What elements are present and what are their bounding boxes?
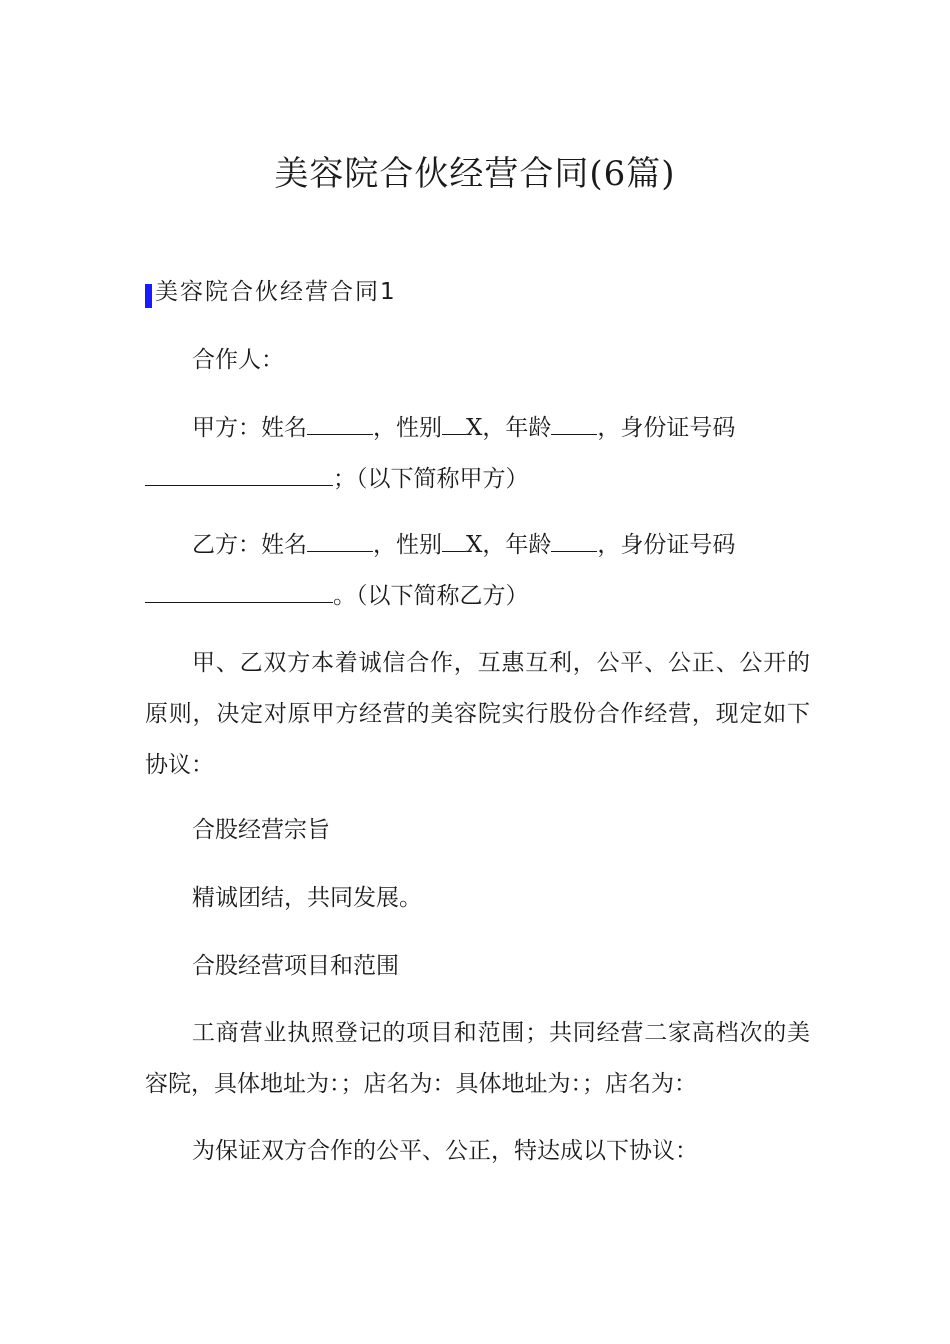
purpose-heading: 合股经营宗旨	[192, 817, 330, 843]
intro-paragraph: 甲、乙双方本着诚信合作，互惠互利，公平、公正、公开的原则，决定对原甲方经营的美容院实行股份合作经营，现定如下协议：	[145, 650, 810, 778]
party-b-age-blank	[551, 531, 597, 552]
party-a-paragraph	[145, 403, 810, 505]
party-a-age-label: ，年龄	[482, 415, 552, 441]
party-a-id-label: ，身份证号码	[597, 415, 736, 441]
party-a-gender-blank	[442, 414, 466, 435]
purpose-text: 精诚团结，共同发展。	[192, 885, 422, 911]
party-b-name-blank	[307, 531, 373, 552]
party-a-abbrev: ；（以下简称甲方）	[333, 466, 529, 492]
partner-label-text: 合作人：	[192, 347, 284, 373]
party-b-name-label: 乙方：姓名	[192, 532, 307, 558]
party-a-age-blank	[551, 414, 597, 435]
party-b-gender-blank	[442, 531, 466, 552]
section-heading-text: 美容院合伙经营合同1	[155, 279, 397, 305]
party-a-id-blank	[145, 465, 333, 486]
party-a-name-label: 甲方：姓名	[192, 415, 307, 441]
party-b-age-label: ，年龄	[482, 532, 552, 558]
party-b-id-label: ，身份证号码	[597, 532, 736, 558]
scope-text: 工商营业执照登记的项目和范围；共同经营二家高档次的美容院，具体地址为：；店名为：具体地址为：；店名为：	[145, 1020, 810, 1097]
party-a-name-blank	[307, 414, 373, 435]
party-b-abbrev: 。（以下简称乙方）	[333, 583, 529, 609]
document-title: 美容院合伙经营合同(6篇)	[274, 154, 676, 194]
party-a-gender-value: X	[466, 415, 483, 441]
heading-marker	[145, 284, 152, 308]
partner-label	[145, 335, 810, 386]
party-b-paragraph	[145, 520, 810, 622]
section-heading	[145, 276, 397, 308]
party-b-gender-value: X	[466, 532, 483, 558]
party-b-gender-label: ，性别	[373, 532, 442, 558]
party-b-id-blank	[145, 582, 333, 603]
scope-heading: 合股经营项目和范围	[192, 953, 399, 979]
fairness-text: 为保证双方合作的公平、公正，特达成以下协议：	[192, 1138, 698, 1164]
party-a-gender-label: ，性别	[373, 415, 442, 441]
